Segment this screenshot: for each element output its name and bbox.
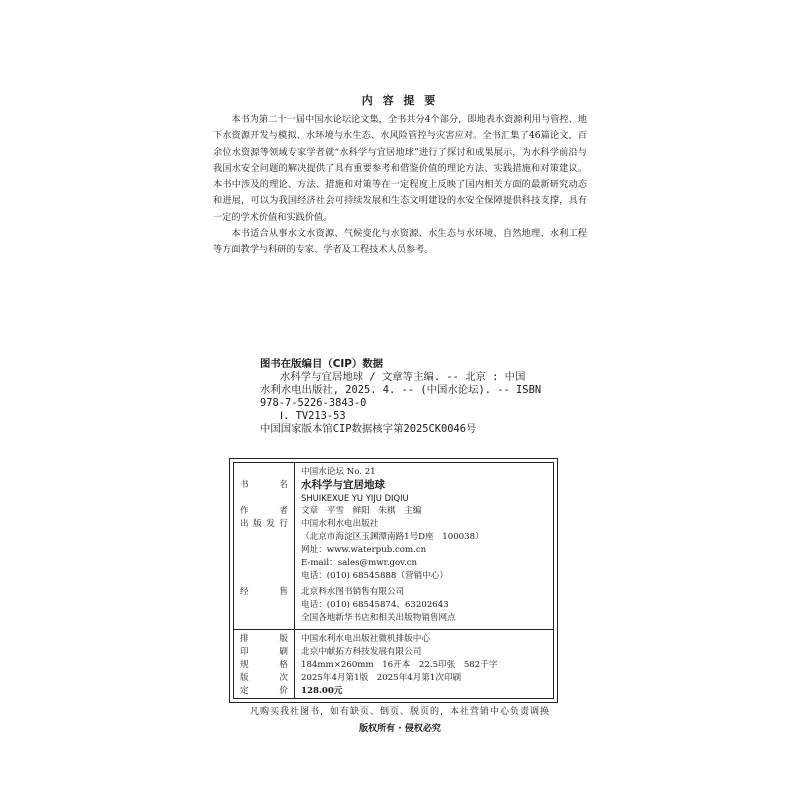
distributor-label: 经 售 [240, 587, 288, 597]
publisher-address: （北京市海淀区玉渊潭南路1号D座 100038） [301, 532, 484, 542]
spec: 184mm×260mm 16开本 22.5印张 582千字 [301, 660, 498, 670]
author-label: 作 者 [240, 506, 288, 516]
printer: 北京中献拓方科技发展有限公司 [301, 647, 422, 657]
edition-label: 版 次 [240, 673, 288, 683]
summary-body [213, 112, 587, 259]
copyright-notice: 版权所有 · 侵权必究 [359, 724, 441, 734]
summary-paragraph: 本书适合从事水文水资源、气候变化与水资源、水生态与水环境、自然地理、水利工程等方面教学与科研的专家、学者及工程技术人员参考。 [213, 228, 587, 256]
colophon-separator [234, 629, 553, 630]
authors: 文章 平雪 鲜阳 朱棋 主编 [301, 506, 422, 516]
publisher-label: 出 版 发 行 [240, 519, 288, 529]
print-label: 印 刷 [240, 647, 288, 657]
series-name: 中国水论坛 No. 21 [301, 467, 376, 477]
publisher-web: 网址：www.waterpub.com.cn [301, 545, 427, 555]
publisher: 中国水利水电出版社 [301, 519, 379, 529]
cip-heading: 图书在版编目（CIP）数据 [260, 358, 384, 370]
distributor: 北京科水图书销售有限公司 [301, 587, 405, 597]
cip-block [260, 358, 580, 436]
typeset-label: 排 版 [240, 634, 288, 644]
book-title-pinyin: SHUIKEXUE YU YIJU DIQIU [301, 493, 409, 503]
price: 128.00元 [301, 686, 343, 696]
cip-line: 978-7-5226-3843-0 [260, 397, 367, 409]
publisher-email: E-mail：sales@mwr.gov.cn [301, 558, 418, 568]
cip-line: 水利水电出版社, 2025. 4. -- (中国水论坛). -- ISBN [260, 384, 542, 396]
cip-line: Ⅰ. TV213-53 [280, 410, 346, 422]
colophon-box [229, 458, 558, 703]
cip-line: 中国国家版本馆CIP数据核字第2025CK0046号 [260, 423, 477, 435]
distributor-network: 全国各地新华书店和相关出版物销售网点 [301, 613, 456, 623]
publisher-phone: 电话：(010) 68545888（营销中心） [301, 571, 448, 581]
colophon-divider [294, 463, 295, 698]
spec-label: 规 格 [240, 660, 288, 670]
colophon-inner-frame [233, 462, 554, 699]
replacement-notice: 凡购买我社图书，如有缺页、倒页、脱页的，本社营销中心负责调换 [249, 707, 550, 717]
summary-title: 内 容 提 要 [361, 94, 439, 107]
summary-paragraph: 本书为第二十一届中国水论坛论文集，全书共分4个部分，即地表水资源利用与管控、地下水资源开发与模拟、水环境与水生态、水风险管控与灾害应对。全书汇集了46篇论文，百余位水资源等领域专家学者就“水科学与宜居地球”进行了探讨和成果展示，为水科学前沿与我国水安全问题的解决提供了具有重要参考和借鉴价值的理论方法、实践措施和对策建议。本书中涉及的理论、方法、措施和对策等在一定程度上反映了国内相关方面的最新研究动态和进展，可以为我国经济社会可持续发展和生态文明建设的水安全保障提供科技支撑，具有一定的学术价值和实践价值。 [213, 114, 587, 223]
book-title: 水科学与宜居地球 [301, 479, 385, 491]
cip-line: 水科学与宜居地球 / 文章等主编. -- 北京 : 中国 [280, 371, 526, 383]
price-label: 定 价 [240, 686, 288, 696]
distributor-phone: 电话：(010) 68545874、63202643 [301, 600, 449, 610]
title-label: 书 名 [240, 480, 288, 490]
typeset: 中国水利水电出版社微机排版中心 [301, 634, 430, 644]
edition: 2025年4月第1版 2025年4月第1次印刷 [301, 673, 462, 683]
